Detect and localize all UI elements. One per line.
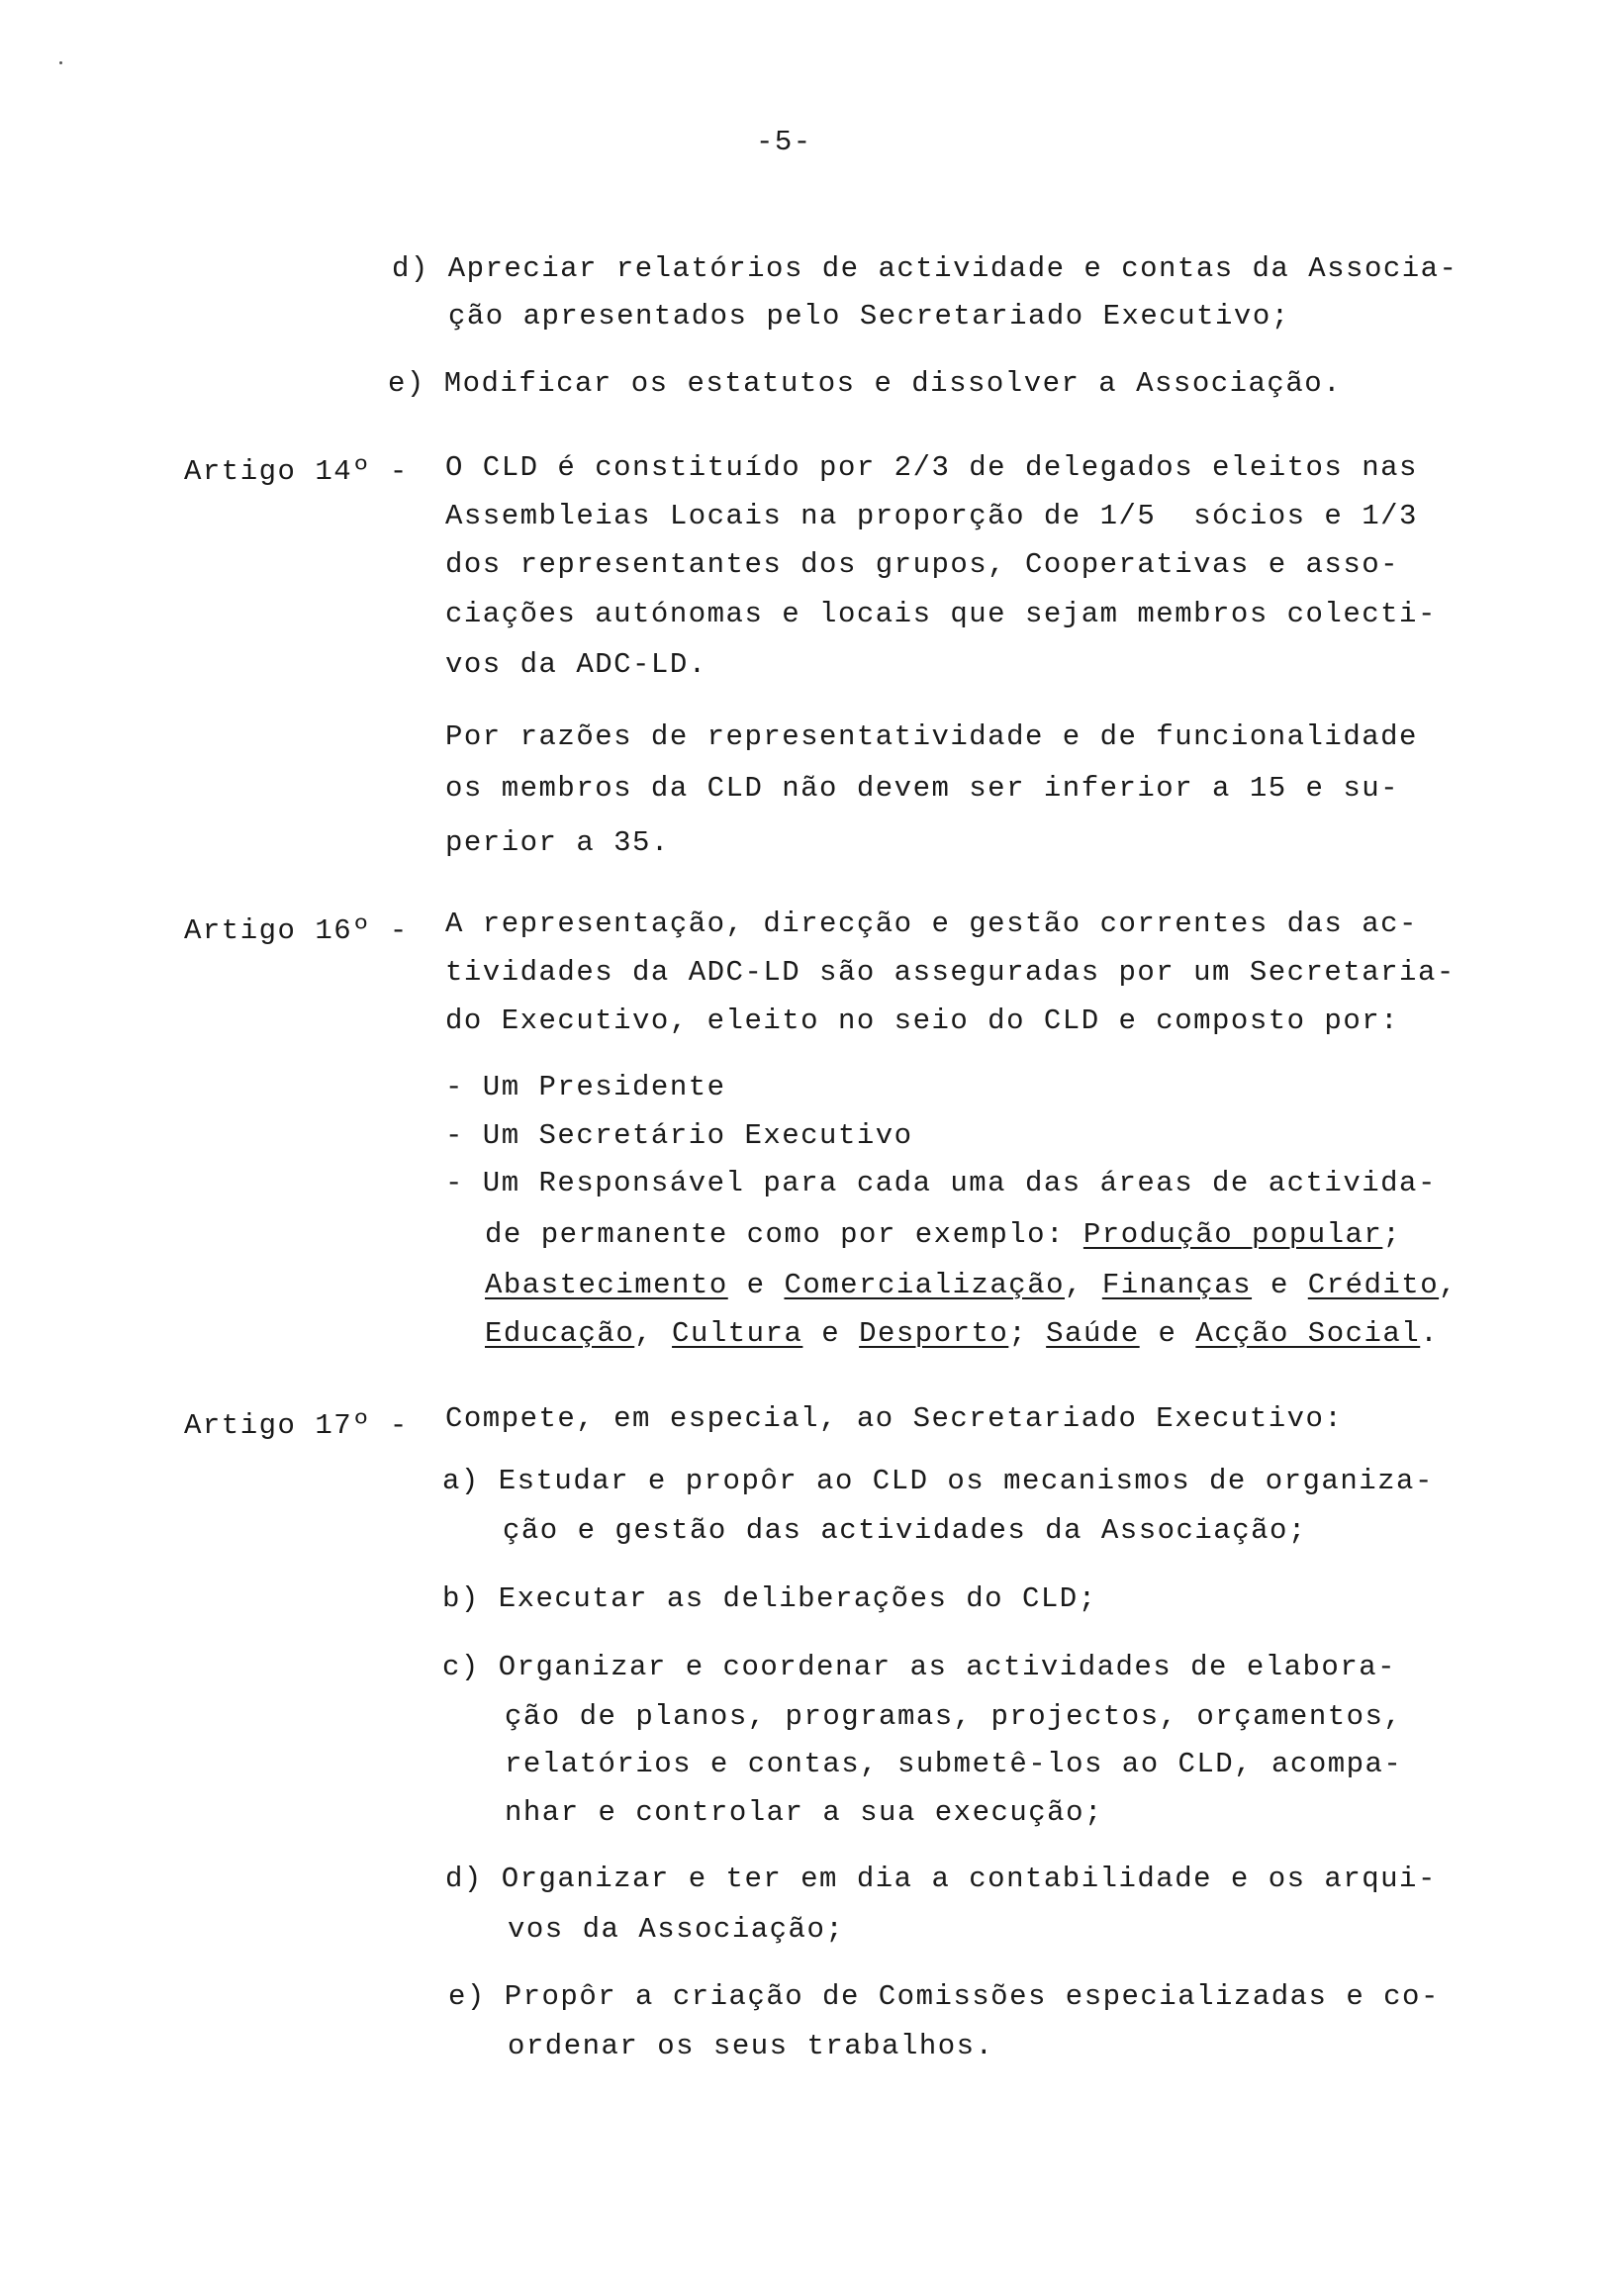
art14-p1-line: O CLD é constituído por 2/3 de delegados eleitos nas bbox=[445, 451, 1418, 484]
art17-e-line2: ordenar os seus trabalhos. bbox=[508, 2030, 994, 2062]
punct: ; bbox=[1382, 1218, 1402, 1251]
art17-c-line4: nhar e controlar a sua execução; bbox=[505, 1796, 1103, 1829]
art17-c-line3: relatórios e contas, submetê-los ao CLD, acompa- bbox=[505, 1748, 1403, 1780]
art13-e-line1: e) Modificar os estatutos e dissolver a Associação. bbox=[388, 367, 1343, 400]
art14-p2-line: os membros da CLD não devem ser inferior a 15 e su- bbox=[445, 772, 1400, 805]
art14-p2-line: perior a 35. bbox=[445, 826, 670, 859]
area-accao-social: Acção Social bbox=[1195, 1317, 1421, 1350]
area-desporto: Desporto bbox=[859, 1317, 1009, 1350]
art13-d-line2: ção apresentados pelo Secretariado Executivo; bbox=[448, 300, 1290, 333]
connector: e bbox=[1139, 1317, 1196, 1350]
art16-p1-line: do Executivo, eleito no seio do CLD e composto por: bbox=[445, 1004, 1400, 1037]
art17-c-line2: ção de planos, programas, projectos, orçamentos, bbox=[505, 1700, 1403, 1733]
art16-item-cont bbox=[485, 1217, 1401, 1253]
connector: e bbox=[727, 1269, 785, 1301]
art17-d-line1: d) Organizar e ter em dia a contabilidade e os arqui- bbox=[445, 1863, 1437, 1895]
art14-p1-line: Assembleias Locais na proporção de 1/5 sócios e 1/3 bbox=[445, 500, 1418, 532]
punct: , bbox=[1065, 1269, 1102, 1301]
area-educacao: Educação bbox=[485, 1317, 635, 1350]
art14-p1-line: dos representantes dos grupos, Cooperativas e asso- bbox=[445, 548, 1400, 581]
art17-intro: Compete, em especial, ao Secretariado Executivo: bbox=[445, 1402, 1344, 1435]
art16-item: - Um Presidente bbox=[445, 1071, 726, 1103]
area-abastecimento: Abastecimento bbox=[485, 1269, 728, 1301]
area-credito: Crédito bbox=[1307, 1269, 1440, 1301]
art16-label: Artigo 16º - bbox=[184, 914, 409, 947]
area-cultura: Cultura bbox=[672, 1317, 803, 1350]
punct: , bbox=[1439, 1269, 1458, 1301]
art17-c-line1: c) Organizar e coordenar as actividades de elabora- bbox=[442, 1651, 1397, 1683]
punct: . bbox=[1420, 1317, 1440, 1350]
art16-p1-line: tividades da ADC-LD são asseguradas por um Secretaria- bbox=[445, 956, 1456, 989]
art16-p1-line: A representação, direcção e gestão correntes das ac- bbox=[445, 908, 1418, 940]
area-comercializacao: Comercialização bbox=[784, 1269, 1066, 1301]
art17-a-line2: ção e gestão das actividades da Associação; bbox=[503, 1514, 1307, 1547]
item3-cont-text: de permanente como por exemplo: bbox=[485, 1218, 1083, 1251]
scan-speck bbox=[59, 61, 62, 64]
area-financas: Finanças bbox=[1101, 1269, 1253, 1301]
art16-areas-line bbox=[485, 1316, 1439, 1352]
connector: e bbox=[1252, 1269, 1308, 1301]
art13-d-line1: d) Apreciar relatórios de actividade e contas da Associa- bbox=[392, 252, 1458, 285]
area-saude: Saúde bbox=[1046, 1317, 1140, 1350]
page-number: -5- bbox=[756, 126, 812, 158]
art16-item: - Um Secretário Executivo bbox=[445, 1119, 913, 1152]
art14-p1-line: ciações autónomas e locais que sejam membros colecti- bbox=[445, 598, 1437, 630]
area-producao-popular: Produção popular bbox=[1082, 1218, 1383, 1251]
art16-item: - Um Responsável para cada uma das áreas de activida- bbox=[445, 1167, 1437, 1199]
art14-p2-line: Por razões de representatividade e de funcionalidade bbox=[445, 720, 1418, 753]
art17-label: Artigo 17º - bbox=[184, 1409, 409, 1442]
art17-a-line1: a) Estudar e propôr ao CLD os mecanismos de organiza- bbox=[442, 1465, 1434, 1497]
art14-label: Artigo 14º - bbox=[184, 455, 409, 488]
art17-e-line1: e) Propôr a criação de Comissões especializadas e co- bbox=[448, 1980, 1440, 2013]
art17-d-line2: vos da Associação; bbox=[508, 1913, 845, 1946]
art14-p1-line: vos da ADC-LD. bbox=[445, 648, 707, 681]
punct: ; bbox=[1008, 1317, 1047, 1350]
punct: , bbox=[634, 1317, 673, 1350]
art16-areas-line bbox=[485, 1268, 1458, 1303]
connector: e bbox=[802, 1317, 860, 1350]
art17-b-line1: b) Executar as deliberações do CLD; bbox=[442, 1582, 1097, 1615]
